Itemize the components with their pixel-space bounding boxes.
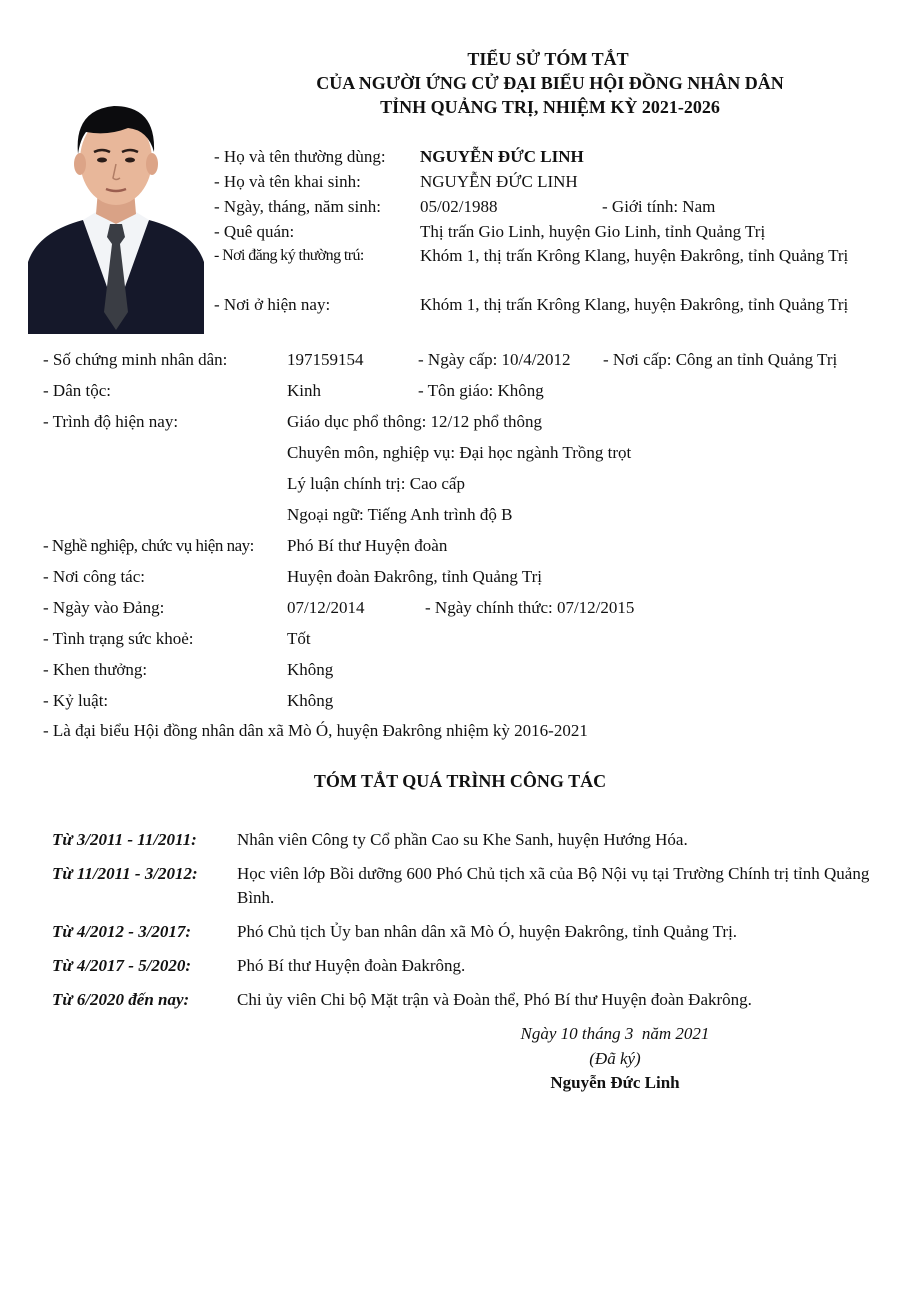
document-subtitle-2: TỈNH QUẢNG TRỊ, NHIỆM KỲ 2021-2026: [380, 97, 720, 117]
discipline-label: - Kỷ luật:: [43, 691, 109, 710]
id-issue-date: - Ngày cấp: 10/4/2012: [418, 350, 571, 369]
workplace-label: - Nơi công tác:: [43, 567, 145, 586]
common-name-label: - Họ và tên thường dùng:: [214, 147, 386, 166]
education-label: - Trình độ hiện nay:: [43, 412, 179, 431]
id-value: 197159154: [287, 350, 364, 369]
religion-text: - Tôn giáo: Không: [418, 381, 544, 400]
signature-status: (Đã ký): [589, 1049, 641, 1068]
party-date-value: 07/12/2014: [287, 598, 365, 617]
portrait-illustration: [28, 72, 204, 334]
ethnic-label: - Dân tộc:: [43, 381, 111, 400]
work-period: Từ 4/2017 - 5/2020:: [52, 956, 192, 975]
current-address-value: Khóm 1, thị trấn Krông Klang, huyện Đakrông, tỉnh Quảng Trị: [420, 295, 849, 314]
party-official-date: - Ngày chính thức: 07/12/2015: [425, 598, 635, 617]
work-description: Phó Chủ tịch Ủy ban nhân dân xã Mò Ó, huyện Đakrông, tỉnh Quảng Trị.: [237, 922, 738, 941]
birth-name-label: - Họ và tên khai sinh:: [214, 172, 361, 191]
id-label: - Số chứng minh nhân dân:: [43, 350, 228, 369]
permanent-address-value: Khóm 1, thị trấn Krông Klang, huyện Đakrông, tỉnh Quảng Trị: [420, 246, 849, 265]
work-description: Học viên lớp Bồi dưỡng 600 Phó Chủ tịch xã của Bộ Nội vụ tại Trường Chính trị tỉnh Quảng Bình.: [237, 864, 870, 907]
work-description: Phó Bí thư Huyện đoàn Đakrông.: [237, 956, 466, 975]
signature-date: Ngày 10 tháng 3 năm 2021: [520, 1024, 710, 1043]
reward-value: Không: [287, 660, 334, 679]
health-value: Tốt: [287, 629, 311, 648]
work-period: Từ 3/2011 - 11/2011:: [52, 830, 197, 849]
id-issue-place: - Nơi cấp: Công an tỉnh Quảng Trị: [603, 350, 838, 369]
document-subtitle-1: CỦA NGƯỜI ỨNG CỬ ĐẠI BIỂU HỘI ĐỒNG NHÂN DÂN: [316, 73, 784, 93]
hometown-label: - Quê quán:: [214, 222, 295, 241]
work-period: Từ 11/2011 - 3/2012:: [52, 864, 198, 883]
discipline-value: Không: [287, 691, 334, 710]
hometown-value: Thị trấn Gio Linh, huyện Gio Linh, tỉnh Quảng Trị: [420, 222, 766, 241]
work-history-title: TÓM TẮT QUÁ TRÌNH CÔNG TÁC: [313, 771, 607, 791]
permanent-address-label: - Nơi đăng ký thường trú:: [214, 247, 364, 264]
delegate-note: - Là đại biểu Hội đồng nhân dân xã Mò Ó, huyện Đakrông nhiệm kỳ 2016-2021: [43, 721, 588, 740]
job-label: - Nghề nghiệp, chức vụ hiện nay:: [43, 536, 254, 555]
education-language: Ngoại ngữ: Tiếng Anh trình độ B: [287, 505, 513, 524]
work-period: Từ 4/2012 - 3/2017:: [52, 922, 192, 941]
portrait-photo: [28, 72, 204, 334]
education-general: Giáo dục phổ thông: 12/12 phổ thông: [287, 412, 542, 431]
ethnic-value: Kinh: [287, 381, 321, 400]
reward-label: - Khen thưởng:: [43, 660, 148, 679]
work-description: Chi ủy viên Chi bộ Mặt trận và Đoàn thể, Phó Bí thư Huyện đoàn Đakrông.: [237, 990, 752, 1009]
dob-label: - Ngày, tháng, năm sinh:: [214, 197, 381, 216]
current-address-label: - Nơi ở hiện nay:: [214, 295, 331, 314]
party-date-label: - Ngày vào Đảng:: [43, 598, 165, 617]
dob-value: 05/02/1988: [420, 197, 498, 216]
education-professional: Chuyên môn, nghiệp vụ: Đại học ngành Trồng trọt: [287, 443, 632, 462]
work-period: Từ 6/2020 đến nay:: [52, 990, 190, 1009]
health-label: - Tình trạng sức khoẻ:: [43, 629, 194, 648]
birth-name-value: NGUYỄN ĐỨC LINH: [420, 172, 578, 191]
workplace-value: Huyện đoàn Đakrông, tỉnh Quảng Trị: [287, 567, 542, 586]
job-value: Phó Bí thư Huyện đoàn: [287, 536, 448, 555]
work-description: Nhân viên Công ty Cổ phần Cao su Khe Sanh, huyện Hướng Hóa.: [237, 830, 688, 849]
signer-name: Nguyễn Đức Linh: [550, 1073, 680, 1092]
document-title: TIỂU SỬ TÓM TẮT: [467, 49, 629, 69]
common-name-value: NGUYỄN ĐỨC LINH: [420, 147, 584, 166]
gender-text: - Giới tính: Nam: [602, 197, 716, 216]
education-political: Lý luận chính trị: Cao cấp: [287, 474, 465, 493]
